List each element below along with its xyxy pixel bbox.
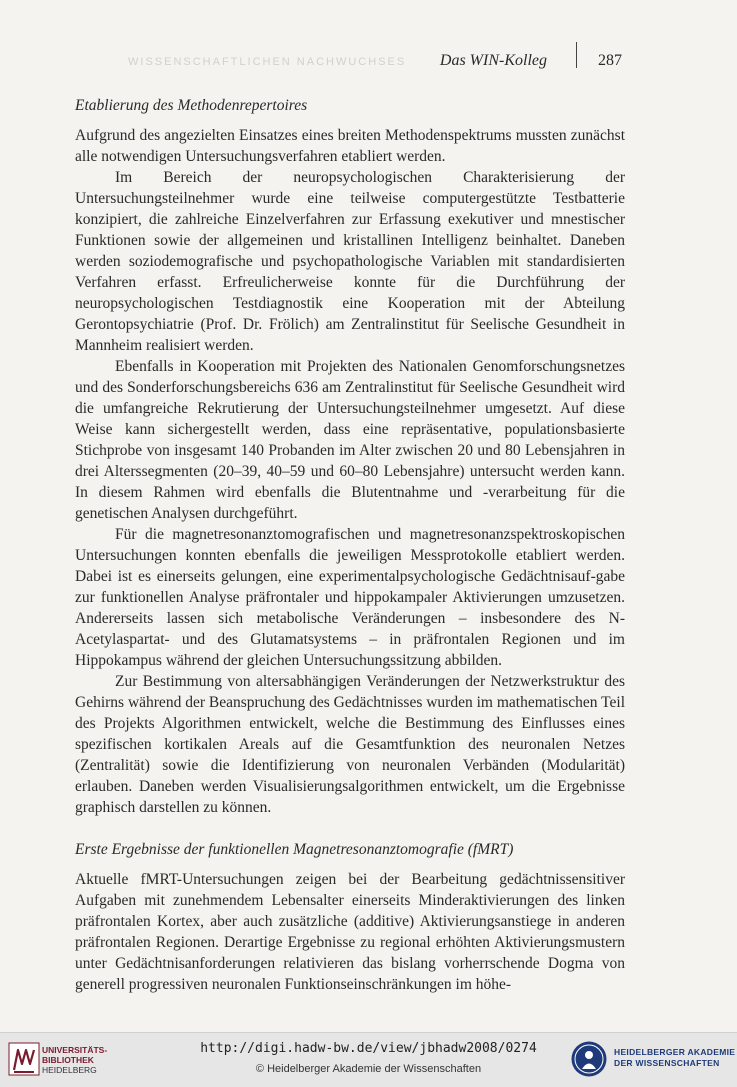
section-heading-methods: Etablierung des Methodenrepertoires bbox=[75, 97, 308, 114]
paragraph: Für die magnetresonanztomografischen und magnetresonanzspektroskopischen Untersuchungen konnten ebenfalls die jeweiligen Messprotokolle etabliert werden. Dabei ist es einerseits gelungen, eine experimentalpsychologische Gedächtnisauf-gabe zur funktionellen Analyse präfrontaler und hippokampaler Aktivierungen umzusetzen. Andererseits lassen sich metabolische Veränderungen – insbesondere des N-Acetylaspartat- und des Glutamatsystems – in präfrontalen Regionen und im Hippokampus während der gleichen Untersuchungssitzung abbilden. bbox=[75, 526, 625, 669]
academy-seal-icon bbox=[570, 1040, 608, 1078]
academy-name: HEIDELBERGER AKADEMIE DER WISSENSCHAFTEN bbox=[614, 1047, 736, 1068]
permalink-url[interactable]: http://digi.hadw-bw.de/view/jbhadw2008/0274 bbox=[200, 1041, 537, 1056]
paragraph: Zur Bestimmung von altersabhängigen Veränderungen der Netzwerkstruktur des Gehirns während der Beanspruchung des Gedächtnisses wurden im mathematischen Teil des Projekts Algorithmen entwickelt, welche die Bestimmung des Einflusses eines spezifischen kortikalen Areals auf die Gesamtfunktion des neuronalen Netzes (Zentralität) sowie die Identifizierung von neuronalen Verbänden (Modularität) erlauben. Daneben werden Visualisierungsalgorithmen entwickelt, um die Ergebnisse graphisch darstellen zu können. bbox=[75, 673, 626, 816]
paragraph: Ebenfalls in Kooperation mit Projekten des Nationalen Genomforschungsnetzes und des Sonderforschungsbereichs 636 am Zentralinstitut für Seelische Gesundheit wird die umfangreiche Rekrutierung der Untersuchungsteilnehmer umgesetzt. Auf diese Weise kann sichergestellt werden, dass eine repräsentative, populationsbasierte Stichprobe von insgesamt 140 Probanden im Alter zwischen 20 und 80 Lebensjahren in drei Alterssegmenten (20–39, 40–59 und 60–80 Lebensjahre) untersucht werden kann. In diesem Rahmen wird ebenfalls die Blutentnahme und -verarbeitung für die genetischen Analysen durchgeführt. bbox=[75, 358, 625, 522]
page-number: 287 bbox=[598, 52, 622, 69]
paragraph: Aufgrund des angezielten Einsatzes eines breiten Methodenspektrums mussten zunächst alle notwendigen Untersuchungsverfahren etabliert werden. bbox=[75, 127, 625, 165]
bleed-through-text: WISSENSCHAFTLICHEN NACHWUCHSES bbox=[128, 56, 407, 68]
header-divider bbox=[576, 42, 577, 68]
university-library-name: UNIVERSITÄTS- BIBLIOTHEK HEIDELBERG bbox=[42, 1045, 108, 1075]
running-header bbox=[0, 50, 737, 74]
section-heading-results: Erste Ergebnisse der funktionellen Magnetresonanztomografie (fMRT) bbox=[75, 841, 514, 858]
paragraph: Aktuelle fMRT-Untersuchungen zeigen bei der Bearbeitung gedächtnissensitiver Aufgaben mit zunehmendem Lebensalter einerseits Minderaktivierungen des linken präfrontalen Kortex, aber auch zusätzliche (additive) Aktivierungsanstiege in anderen präfrontalen Regionen. Derartige Ergebnisse zu regional erhöhten Aktivierungsmustern unter Gedächtnisanforderungen relativieren das bislang vorherrschende Dogma von generell progressiven neuronalen Funktionseinschränkungen im höhe- bbox=[75, 871, 625, 993]
copyright-notice: © Heidelberger Akademie der Wissenschaften bbox=[255, 1063, 482, 1075]
running-title: Das WIN-Kolleg bbox=[439, 52, 547, 69]
paragraph: Im Bereich der neuropsychologischen Charakterisierung der Untersuchungsteilnehmer wurde eine teilweise computergestützte Testbatterie konzipiert, die zahlreiche Einzelverfahren zur Erfassung exekutiver und mnestischer Funktionen sowie der allgemeinen und kristallinen Intelligenz beinhaltet. Daneben werden soziodemografische und psychopathologische Variablen mit standardisierten Verfahren erfasst. Erfreulicherweise konnte für die Durchführung der neuropsychologischen Testdiagnostik eine Kooperation mit der Abteilung Gerontopsychiatrie (Prof. Dr. Frölich) am Zentralinstitut für Seelische Gesundheit in Mannheim realisiert werden. bbox=[75, 169, 625, 354]
digitization-footer bbox=[0, 1032, 737, 1087]
page-body bbox=[75, 96, 625, 995]
